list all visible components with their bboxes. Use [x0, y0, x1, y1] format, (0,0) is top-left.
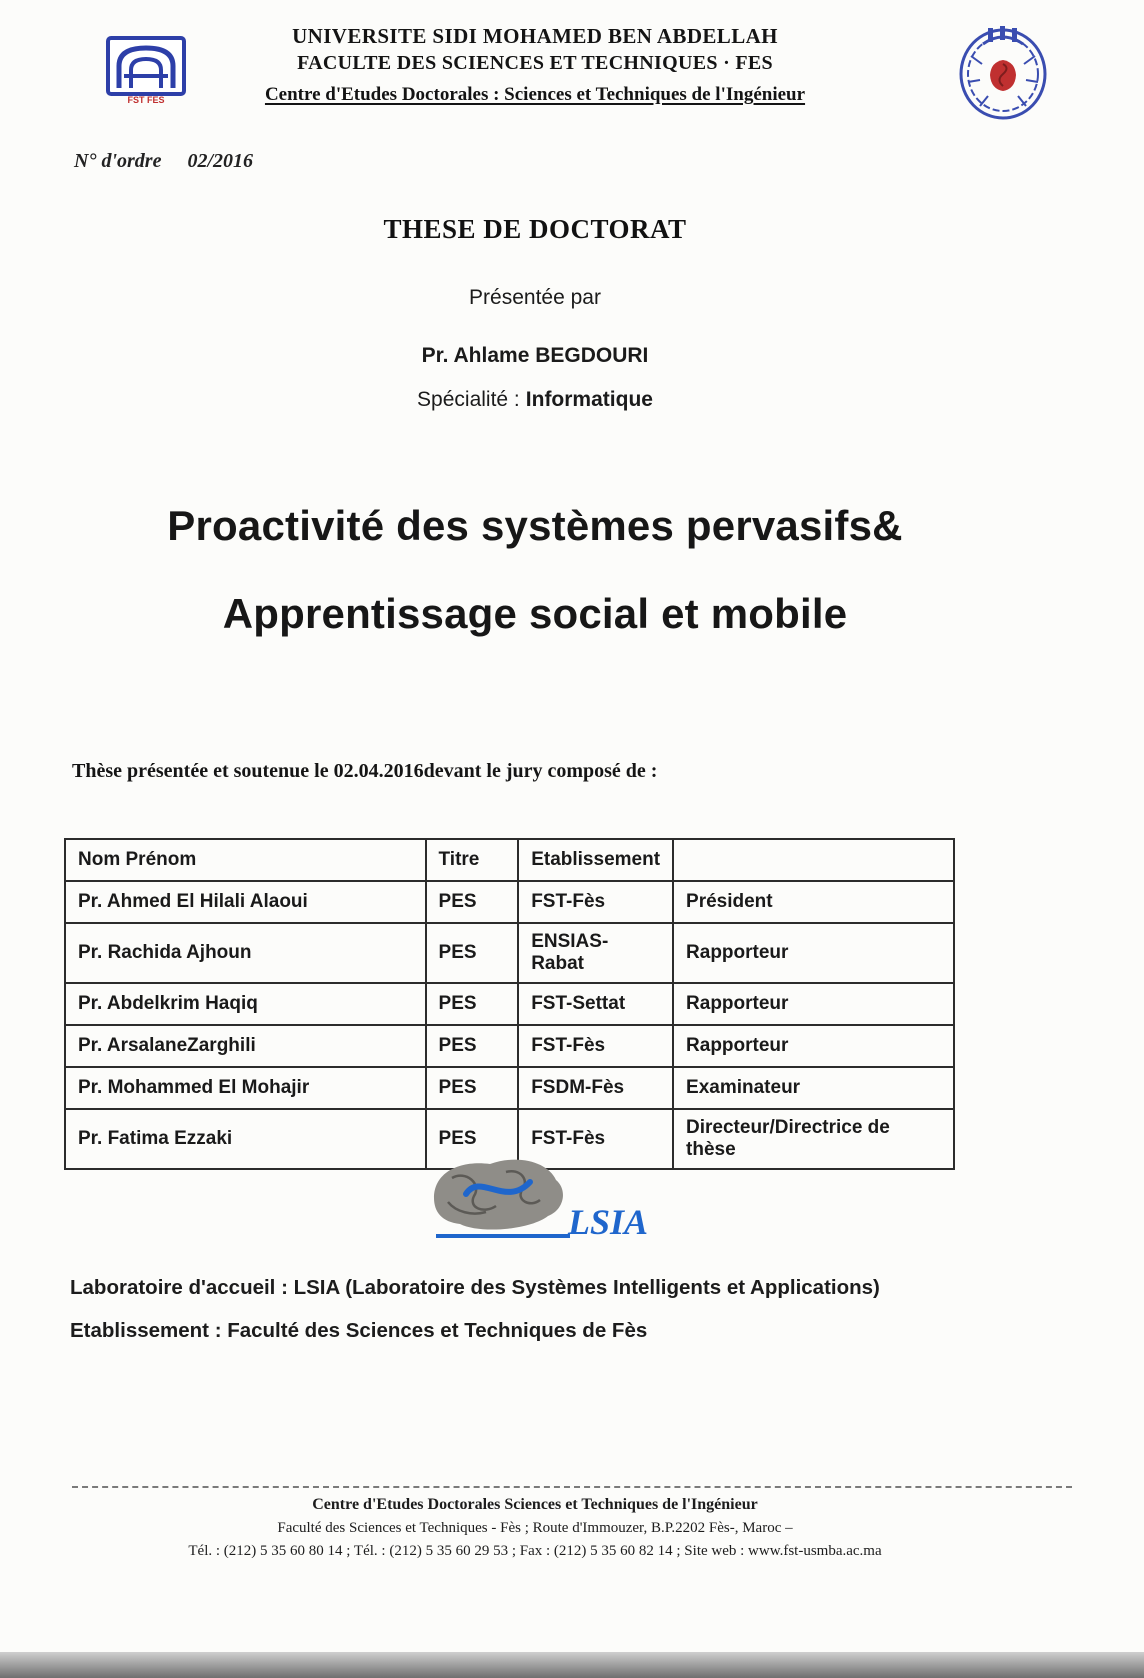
jury-member-name: Pr. ArsalaneZarghili	[65, 1025, 426, 1067]
author-name: Pr. Ahlame BEGDOURI	[421, 344, 649, 367]
table-row	[65, 983, 954, 1025]
presented-by-label: Présentée par	[469, 286, 601, 309]
footer-divider	[72, 1486, 1072, 1488]
footer-address: Faculté des Sciences et Techniques - Fès ; Route d'Immouzer, B.P.2202 Fès-, Maroc –	[277, 1520, 793, 1536]
fst-fes-logo-icon	[106, 36, 186, 111]
host-laboratory-line: Laboratoire d'accueil : LSIA (Laboratoire des Systèmes Intelligents et Applications)	[70, 1276, 880, 1299]
university-seal-icon	[958, 24, 1048, 125]
column-header-title: Titre	[426, 839, 519, 881]
jury-member-institution: FST-Fès	[518, 1109, 673, 1169]
footer-text	[0, 1493, 1070, 1562]
table-row	[65, 1025, 954, 1067]
table-row	[65, 1067, 954, 1109]
university-seal-svg	[958, 24, 1048, 120]
specialty-label: Spécialité :	[417, 388, 520, 411]
jury-member-name: Pr. Mohammed El Mohajir	[65, 1067, 426, 1109]
order-number-label: N° d'ordre	[74, 150, 162, 172]
jury-member-title: PES	[426, 881, 519, 923]
jury-member-title: PES	[426, 1025, 519, 1067]
jury-member-name: Pr. Ahmed El Hilali Alaoui	[65, 881, 426, 923]
jury-member-role: Président	[673, 881, 954, 923]
jury-member-institution: FST-Fès	[518, 1025, 673, 1067]
specialty-value: Informatique	[525, 388, 653, 411]
fst-fes-logo-svg	[106, 36, 186, 106]
jury-member-name: Pr. Rachida Ajhoun	[65, 923, 426, 983]
column-header-name: Nom Prénom	[65, 839, 426, 881]
jury-table-header-row	[65, 839, 954, 881]
thesis-title-line1: Proactivité des systèmes pervasifs&	[167, 502, 903, 549]
jury-member-title: PES	[426, 923, 519, 983]
jury-intro: Thèse présentée et soutenue le 02.04.2016devant le jury composé de :	[72, 760, 658, 782]
jury-member-role: Examinateur	[673, 1067, 954, 1109]
doctoral-center-name: Centre d'Etudes Doctorales : Sciences et Techniques de l'Ingénieur	[264, 84, 806, 105]
jury-member-role: Directeur/Directrice de thèse	[673, 1109, 954, 1169]
thesis-heading: THESE DE DOCTORAT	[383, 214, 687, 244]
footer-contacts: Tél. : (212) 5 35 60 80 14 ; Tél. : (212) 5 35 60 29 53 ; Fax : (212) 5 35 60 82 14 ; Site web : www.fst-usmba.ac.ma	[188, 1542, 882, 1559]
jury-table	[64, 838, 955, 1170]
lsia-logo	[0, 1150, 1070, 1242]
lsia-logo-label: LSIA	[567, 1202, 649, 1242]
jury-member-title: PES	[426, 983, 519, 1025]
column-header-institution: Etablissement	[518, 839, 673, 881]
order-number-line	[74, 150, 253, 173]
jury-member-role: Rapporteur	[673, 923, 954, 983]
jury-member-institution: FST-Settat	[518, 983, 673, 1025]
table-row	[65, 923, 954, 983]
order-number-value: 02/2016	[187, 150, 254, 172]
table-row	[65, 881, 954, 923]
lsia-brain-icon	[422, 1150, 572, 1242]
jury-member-name: Pr. Abdelkrim Haqiq	[65, 983, 426, 1025]
jury-member-institution: FSDM-Fès	[518, 1067, 673, 1109]
jury-member-institution: FST-Fès	[518, 881, 673, 923]
jury-member-role: Rapporteur	[673, 1025, 954, 1067]
faculty-name: FACULTE DES SCIENCES ET TECHNIQUES · FES	[297, 52, 773, 74]
university-name: UNIVERSITE SIDI MOHAMED BEN ABDELLAH	[292, 24, 778, 48]
scan-edge-artifact	[0, 1652, 1144, 1678]
footer	[0, 1486, 1144, 1562]
jury-member-institution: ENSIAS-Rabat	[518, 923, 673, 983]
jury-member-title: PES	[426, 1109, 519, 1169]
specialty-line	[0, 388, 1070, 412]
jury-member-title: PES	[426, 1067, 519, 1109]
column-header-role	[673, 839, 954, 881]
lab-info	[70, 1276, 880, 1343]
fst-logo-label: FST FES	[127, 95, 165, 105]
thesis-title	[0, 482, 1070, 658]
footer-center-name: Centre d'Etudes Doctorales Sciences et Techniques de l'Ingénieur	[312, 1496, 758, 1513]
thesis-title-line2: Apprentissage social et mobile	[222, 590, 848, 637]
jury-member-name: Pr. Fatima Ezzaki	[65, 1109, 426, 1169]
jury-member-role: Rapporteur	[673, 983, 954, 1025]
header	[0, 24, 1144, 154]
institution-line: Etablissement : Faculté des Sciences et Techniques de Fès	[70, 1319, 648, 1342]
